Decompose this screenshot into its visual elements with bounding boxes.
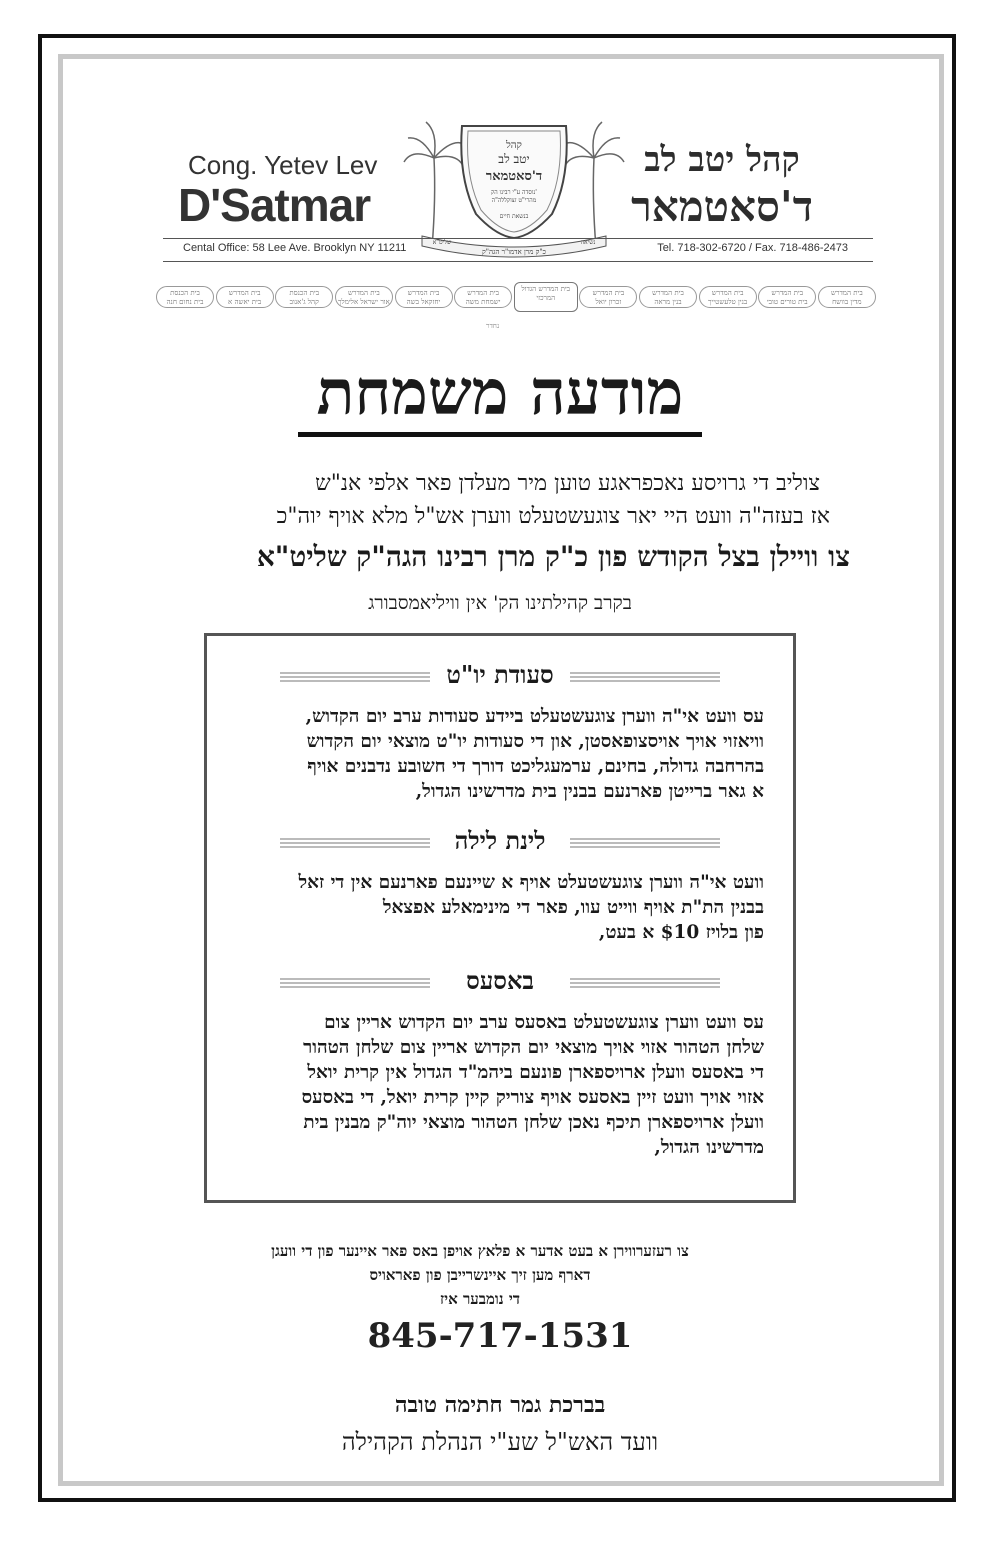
reservation-phone: 845-717-1531 xyxy=(367,1316,633,1356)
section-line: וועלן ארויספארן תיכף נאכן שלחן הטהור מוצאי יוה"ק מבנין בית xyxy=(303,1112,764,1133)
section-line: עס וועט אי"ה ווערן צוגעשטעלט ביידע סעודות ערב יום הקדוש, xyxy=(305,706,764,727)
branch-list xyxy=(156,282,876,312)
divider-rule xyxy=(280,978,430,990)
branch-badge: בית המדרש אור ישראל אלימלך xyxy=(335,286,393,308)
crest-emblem xyxy=(402,118,626,258)
congregation-name-he-bottom: ד'סאטמאר xyxy=(631,182,813,231)
signature: וועד האש"ל שע"י הנהלת הקהילה xyxy=(341,1428,659,1456)
section-title: לינת לילה xyxy=(454,826,546,855)
section-title: באסעס xyxy=(466,966,534,995)
section-body-buses xyxy=(234,1010,764,1160)
emblem-base: בנשאת חיים xyxy=(499,213,529,220)
section-line: אזוי אויך וועט זיין באסעס אויף צוריק קיין קרית יואל, די באסעס xyxy=(301,1087,764,1108)
intro-line-2: אז בעזה"ה וועט היי יאר צוגעשטעלט ווערן אש"ל מלא אויף יוה"כ xyxy=(276,504,830,529)
divider-rule xyxy=(280,838,430,850)
section-header-buses xyxy=(280,966,720,1000)
emblem-line-5: מהרי"ט זצוקללה"ה xyxy=(491,197,537,204)
section-line: א גאר ברייטן פארנעם בבנין בית מדרשינו הגדול, xyxy=(415,781,764,802)
branch-badge: בית המדרש מדין בוושח xyxy=(818,286,876,308)
branch-tag: נחדר xyxy=(486,322,500,330)
section-line: וויאזוי אויך אויסצופאסטן, און די סעודות יו"ט מוצאי יום הקדוש xyxy=(306,731,764,752)
section-title: סעודת יו"ט xyxy=(446,660,554,689)
contact-bar xyxy=(163,238,873,262)
section-line: שלחן הטהור אזוי אויך מוצאי יום הקדוש אריין צום שלחן הטהור xyxy=(303,1037,764,1058)
congregation-name-en-small: Cong. Yetev Lev xyxy=(188,150,378,180)
branch-badge: בית המדרש בנין טלעשטייך xyxy=(699,286,757,308)
congregation-name-he-top: קהל יטב לב xyxy=(644,140,800,180)
reservation-line-1: צו רעזערווירן א בעט אדער א פלאץ אויפן באס פאר איינער פון די וועגן xyxy=(271,1242,689,1260)
office-phones: Tel. 718-302-6720 / Fax. 718-486-2473 xyxy=(657,242,848,254)
divider-rule xyxy=(280,672,430,684)
branch-badge: בית הכנסת בית נחום חנה xyxy=(156,286,214,308)
palm-tree-icon xyxy=(404,122,464,248)
branch-badge: בית המדרש בית טורים טובי xyxy=(758,286,816,308)
branch-badge-main: בית המדרש הגדול המרכזי xyxy=(514,282,578,312)
emblem-line-2: יטב לב xyxy=(498,152,530,166)
title-underline xyxy=(298,432,702,437)
branch-badge: בית הכנסת קהל ג'אנוב xyxy=(275,286,333,308)
blessing: בברכת גמר חתימה טובה xyxy=(394,1392,606,1418)
section-body-meal xyxy=(234,704,764,804)
branch-badge: בית המדרש יחזקאל בשה xyxy=(395,286,453,308)
reservation-line-2: דארף מען זיך איינשרייבן פון פאראויס xyxy=(369,1266,591,1284)
section-line: די באסעס וועלן ארויספארן פונעם ביהמ"ד הגדול אין קרית יואל xyxy=(307,1062,764,1083)
section-line: בבנין הת"ת אויף ווייט עוו, פאר די מינימאלע אפצאל xyxy=(382,897,764,918)
branch-badge: בית המדרש בית יאשה א xyxy=(216,286,274,308)
section-line: וועט אי"ה ווערן צוגעשטעלט אויף א שיינעם פארנעם אין די זאל xyxy=(298,872,764,893)
emblem-line-3: ד'סאטמאר xyxy=(485,169,543,184)
emblem-ribbon-right-word: נשיאה xyxy=(580,239,596,246)
intro-line-4: בקרב קהילתינו הק' אין וויליאמסבורג xyxy=(368,592,632,614)
section-header-meal xyxy=(280,660,720,694)
intro-line-3: צו ווײלן בצל הקודש פון כ"ק מרן רבינו הגה"ק שליט"א xyxy=(256,540,850,573)
emblem-ribbon-left-word: שליט"א xyxy=(432,239,452,246)
divider-rule xyxy=(570,672,720,684)
branch-badge: בית המדרש בנין מראה xyxy=(639,286,697,308)
divider-rule xyxy=(570,978,720,990)
emblem-line-1: קהל xyxy=(506,140,522,151)
section-body-lodging xyxy=(234,870,764,945)
palm-tree-icon xyxy=(564,122,624,248)
section-line: פון בלויז $10 א בעט, xyxy=(598,922,764,943)
congregation-name-en-large: D'Satmar xyxy=(178,179,371,231)
section-line: מדרשינו הגדול, xyxy=(654,1137,764,1158)
office-address: Cental Office: 58 Lee Ave. Brooklyn NY 11211 xyxy=(183,242,407,254)
reservation-line-3: די נומבער איז xyxy=(439,1290,521,1308)
section-header-lodging xyxy=(280,826,720,860)
section-line: עס וועט ווערן צוגעשטעלט באסעס ערב יום הקדוש אריין צום xyxy=(324,1012,764,1033)
section-line: בהרחבה גדולה, בחינם, ערמעגליכט דורך די חשובע נדבנים אויף xyxy=(307,756,764,777)
branch-badge: בית המדרש זכרון יואל xyxy=(579,286,637,308)
divider-rule xyxy=(570,838,720,850)
emblem-line-4: נוסדה ע"י רבינו הק' xyxy=(491,189,537,196)
page-title: מודעה משמחת xyxy=(316,356,684,429)
intro-line-1: צוליב די גרויסע נאכפראגע טוען מיר מעלדן פאר אלפי אנ"ש xyxy=(315,471,820,496)
emblem-ribbon-text: כ"ק מרן אדמו"ר הגה"ק xyxy=(482,248,546,256)
branch-badge: בית המדרש ישמחת משה xyxy=(454,286,512,308)
